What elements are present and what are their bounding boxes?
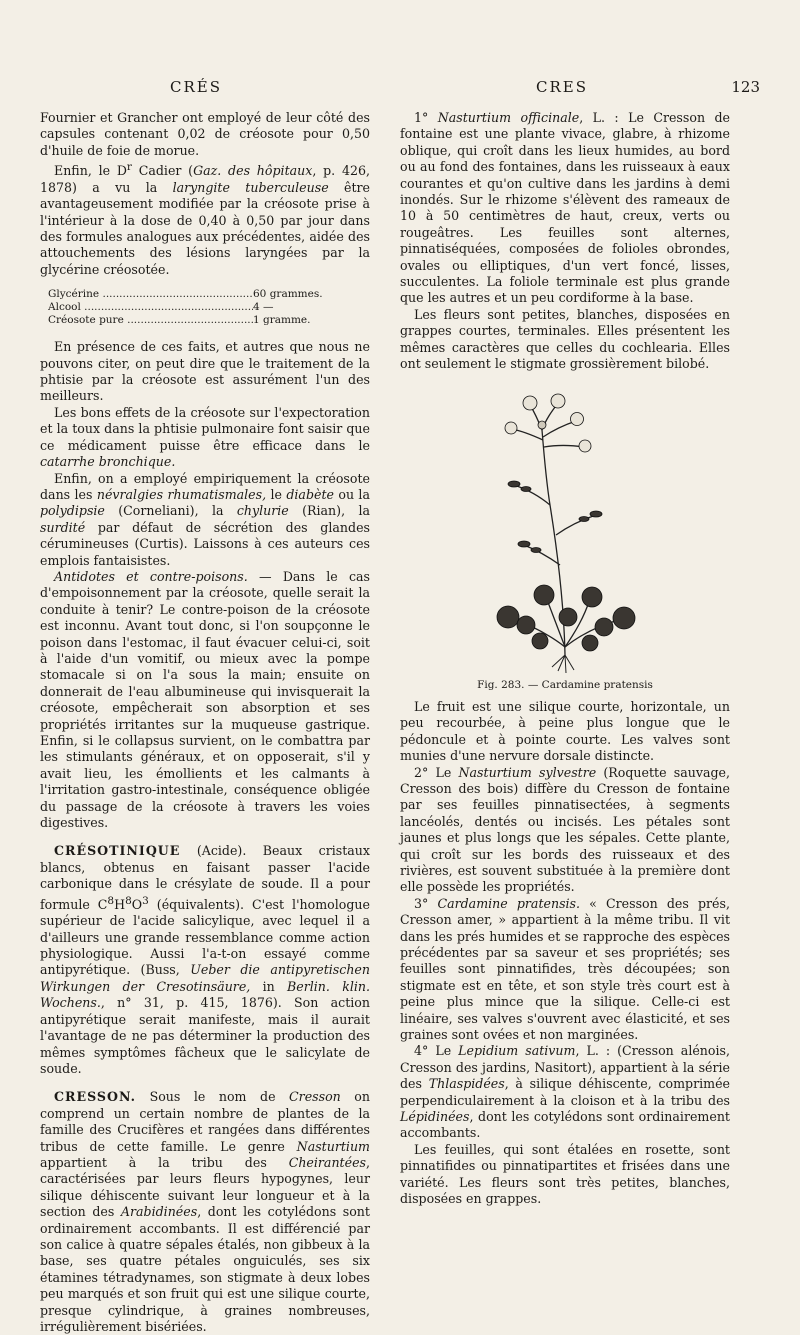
recipe-row: Alcool ..... 4 — [48,301,370,314]
paragraph: Les bons effets de la créosote sur l'expectoration et la toux dans la phtisie pulmonaire font saisir que ce médicament puisse être efficace dans le catarrhe bronchique. [40,404,370,470]
paragraph: Fournier et Grancher ont employé de leur côté des capsules contenant 0,02 de créosote pour 0,50 d'huile de foie de morue. [40,110,370,158]
recipe-row: Glycérine ..... 60 grammes. [48,288,370,301]
paragraph: 4° Le Lepidium sativum, L. : (Cresson alénois, Cresson des jardins, Nasitort), appartient à la série des Thlaspidées, à silique déhiscente, comprimée perpendiculairement à la cloison et à la tribu des Lépidinées, dont les cotylédons sont ordinairement accombants. [400,1043,730,1141]
left-column [40,110,370,1335]
recipe-row: Créosote pure ..... 1 gramme. [48,314,370,327]
pedicel [544,445,584,447]
paragraph: 3° Cardamine pratensis. « Cresson des prés, Cresson amer, » appartient à la même tribu. Il vit dans les prés humides et se rapproche des espèces précédentes par sa saveur et ses propriétés; ses feuilles sont pinnatifides, très découpées; son stigmate est en tête, et son style très court est à peine plus mince que la silique. Celle-ci est linéaire, ses valves s'ouvrent avec élasticité, et ses graines sont ovées et non marginées. [400,895,730,1043]
entry-headword: CRESSON. [54,1089,137,1105]
paragraph: Les fleurs sont petites, blanches, disposées en grappes courtes, terminales. Elles présentent les mêmes caractères que celles du cochlearia. Elles ont seulement le stigmate grossièrement bilobé. [400,306,730,372]
paragraph: En présence de ces faits, et autres que nous ne pouvons citer, on peut dire que le traitement de la phtisie par la créosote est assurément l'un des meilleurs. [40,339,370,404]
paragraph: Antidotes et contre-poisons. — Dans le cas d'empoisonnement par la créosote, quelle serait la conduite à tenir? Le contre-poison de la créosote est inconnu. Avant tout donc, si l'on soupçonne le poison dans l'estomac, il faut évacuer celui-ci, soit à l'aide d'un vomitif, ou mieux avec la pompe stomacale si on l'a sous la main; ensuite on donnerait de l'eau albumineuse qui invisquerait la créosote, empêcherait son absorption et ses propriétés irritantes sur la muqueuse gastrique. Enfin, si le collapsus survient, on le combattra par les stimulants généraux, et on opposerait, s'il y avait lieu, les émollients et les calmants à l'irritation gastro-intestinale, conséquence obligée du passage de la créosote à travers les voies digestives. [40,568,370,831]
header-center-title: CRES [536,78,588,96]
right-column [400,110,730,1208]
pedicel [543,421,576,437]
plant-illustration [480,385,650,675]
paragraph: Enfin, le $D^r$ Cadier (Gaz. des hôpitaux, p. 426, 1878) a vu la laryngite tuberculeuse être avantageusement modifiée par la créosote prise à l'intérieur à la dose de 0,40 à 0,50 par jour dans des formules analogues aux précédentes, aidée des attouchements des lésions laryngées par la glycérine créosotée. [40,161,370,277]
stem-leaf [514,485,550,505]
paragraph: 1° Nasturtium officinale, L. : Le Cresson de fontaine est une plante vivace, glabre, à rhizome oblique, qui croît dans les lieux humides, au bord ou au fond des fontaines, dans les ruisseaux à eaux courantes et qu'on cultive dans les jardins à demi inondés. Sur le rhizome s'élèvent des rameaux de 10 à 50 centimètres de haut, creux, verts ou rougeâtres. Les feuilles sont alternes, pinnatiséquées, composées de folioles obrondes, ovales ou elliptiques, d'un vert foncé, lisses, succulentes. La foliole terminale est plus grande que les autres et un peu cordiforme à la base. [400,110,730,306]
page-number: 123 [731,78,760,96]
stem-leaf [524,545,560,565]
running-header [40,78,760,100]
entry-headword: CRÉSOTINIQUE [54,843,181,859]
paragraph: 2° Le Nasturtium sylvestre (Roquette sauvage, Cresson des bois) diffère du Cresson de fontaine par ses feuilles pinnatisectées, à segments lancéolés, dentés ou incisés. Les pétales sont jaunes et plus longs que les sépales. Cette plante, qui croît sur les bords des ruisseaux et des rivières, est souvent substituée à la première dont elle possède les propriétés. [400,764,730,895]
entry-cresotinique: CRÉSOTINIQUE (Acide). Beaux cristaux blancs, obtenus en faisant passer l'acide carbonique dans le crésylate de soude. Il a pour formule $C^8H^8O^3$ (équivalents). C'est l'homologue supérieur de l'acide salicylique, avec lequel il a d'ailleurs une grande ressemblance comme action physiologique. Aussi l'a-t-on essayé comme antipyrétique. (Buss, Ueber die antipyretischen Wirkungen der Cresotinsäure, in Berlin. klin. Wochens., n° 31, p. 415, 1876). Son action antipyrétique serait manifeste, mais il aurait l'avantage de ne pas déterminer la production des mêmes symptômes fâcheux que le salicylate de soude. [40,843,371,1076]
figure-cardamine-pratensis [400,385,730,693]
recipe-formula [48,288,370,327]
paragraph: Le fruit est une silique courte, horizontale, un peu recourbée, à peine plus longue que le pédoncule et à pointe courte. Les valves sont munies d'une nervure dorsale distincte. [400,698,730,764]
roots [552,655,574,673]
figure-caption: Fig. 283. — Cardamine pratensis [477,678,653,691]
paragraph: Enfin, on a employé empiriquement la créosote dans les névralgies rhumatismales, le diabète ou la polydipsie (Corneliani), la chylurie (Rian), la surdité par défaut de sécrétion des glandes cérumineuses (Curtis). Laissons à ces auteurs ces emplois fantaisistes. [40,470,370,568]
stem-leaf [556,515,596,535]
header-left-title: CRÉS [170,78,222,96]
entry-cresson: CRESSON. Sous le nom de Cresson on comprend un certain nombre de plantes de la famille des Crucifères et rangées dans différentes tribus de cette famille. Le genre Nasturtium appartient à la tribu des Cheirantées, caractérisées par leurs fleurs hypogynes, leur silique déhiscente suivant leur longueur et à la section des Arabidinées, dont les cotylédons sont ordinairement accombants. Il est différencié par son calice à quatre sépales étalés, non gibbeux à la base, ses quatre pétales onguiculés, ses six étamines tétradynames, son stigmate à deux lobes peu marqués et son fruit qui est une silique courte, presque cylindrique, à graines nombreuses, irrégulièrement bisériées. [40,1089,370,1334]
paragraph: Les feuilles, qui sont étalées en rosette, sont pinnatifides ou pinnatipartites et frisées dans une variété. Les fleurs sont très petites, blanches, disposées en grappes. [400,1141,730,1207]
